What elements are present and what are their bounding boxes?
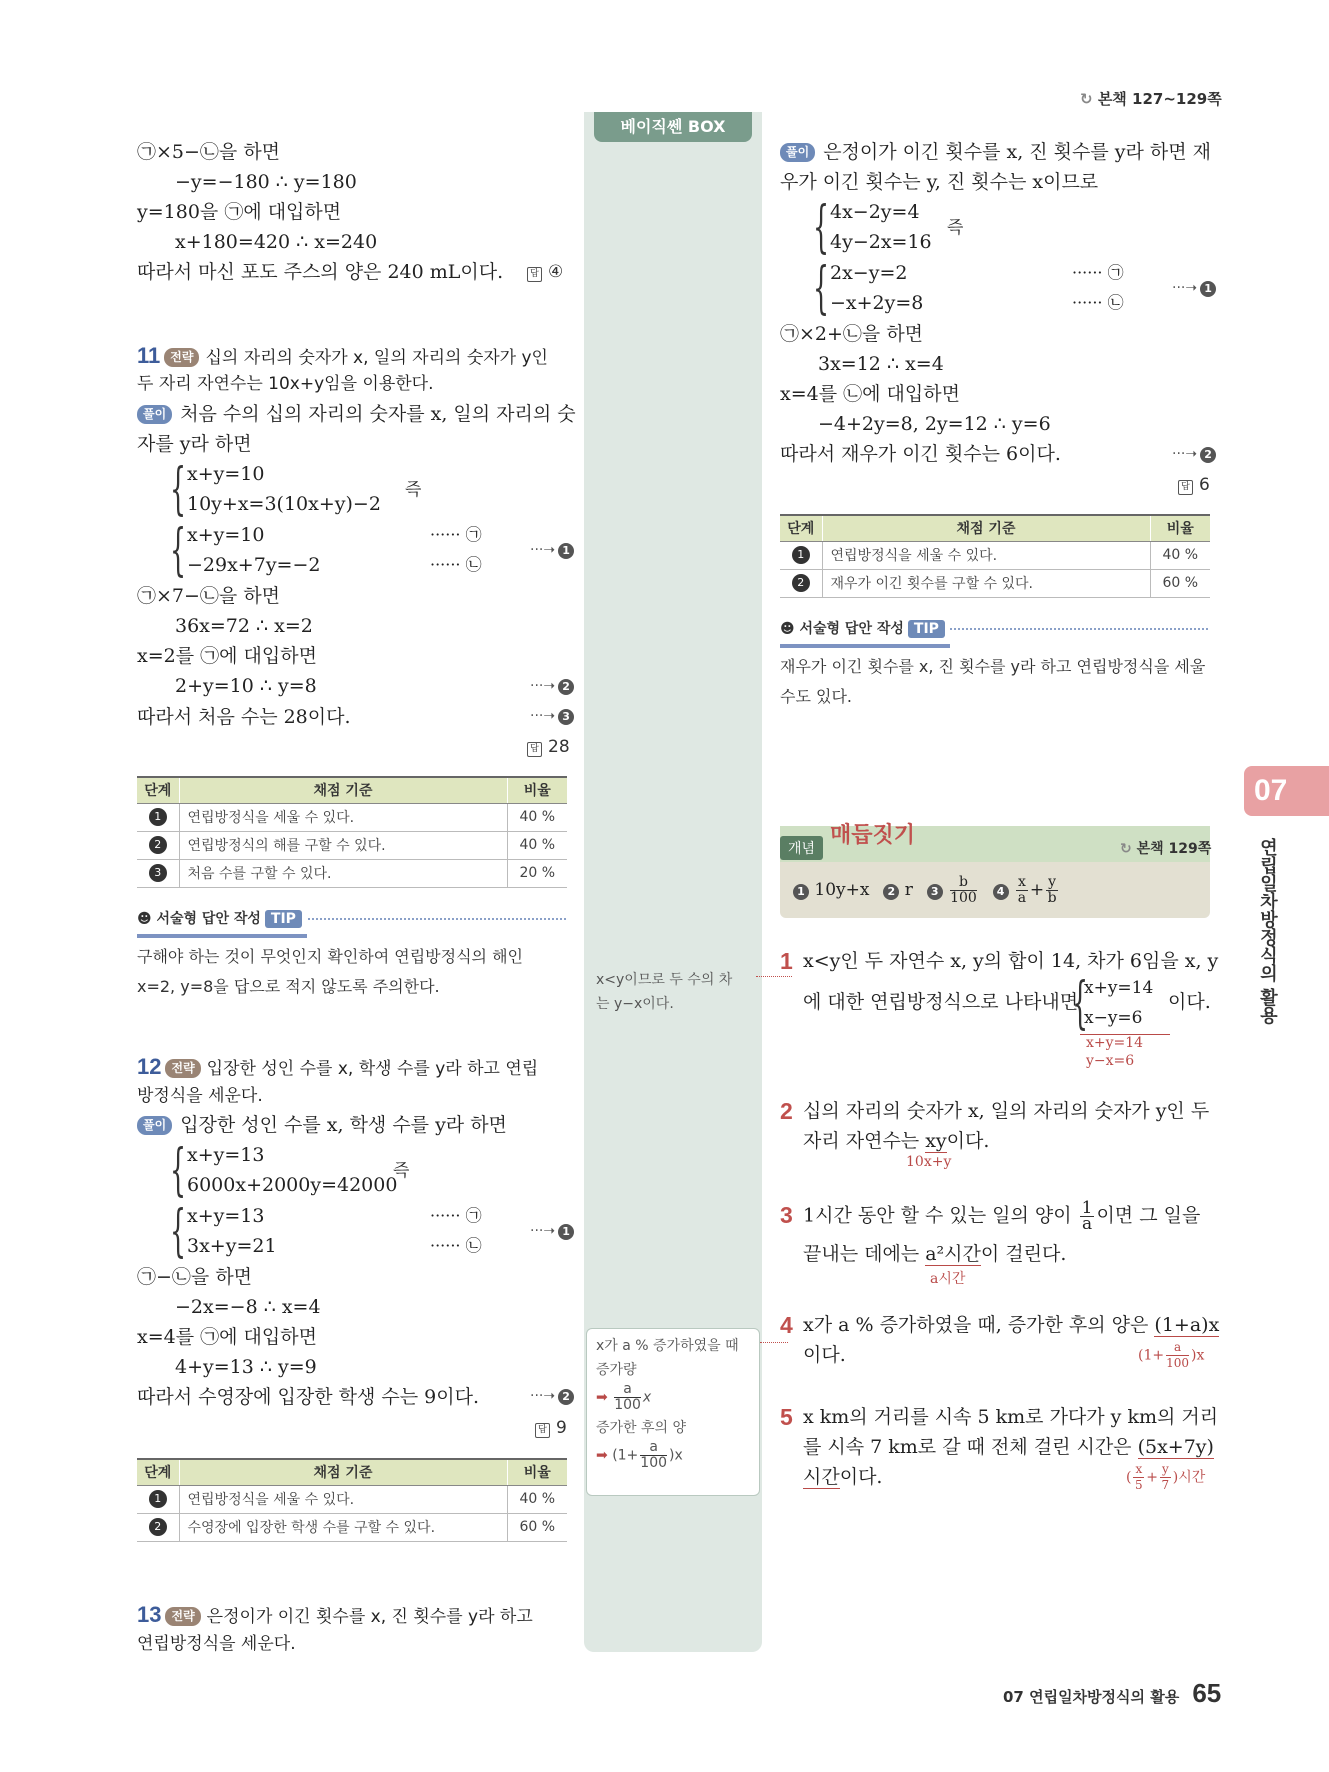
chapter-tab: 07 bbox=[1244, 766, 1329, 816]
text-line: x+180=420 ∴ x=240 bbox=[175, 231, 378, 253]
item-number: 3 bbox=[780, 1202, 793, 1228]
brace: { bbox=[1072, 971, 1089, 1036]
page-ref: ↻ 본책 127~129쪽 bbox=[1080, 90, 1222, 108]
brace: { bbox=[170, 1199, 187, 1264]
step-marker: ···➝ 1 bbox=[530, 1223, 574, 1240]
concept-tag: 개념 bbox=[780, 836, 823, 860]
text-line: y=180을 ㉠에 대입하면 bbox=[137, 201, 342, 223]
concept-title: 매듭짓기 bbox=[830, 823, 916, 848]
table-row: 2 재우가 이긴 횟수를 구할 수 있다. 60 % bbox=[780, 569, 1210, 597]
tip-header: ☻ 서술형 답안 작성 TIP bbox=[780, 618, 945, 638]
step-marker: ···➝ 2 bbox=[530, 1388, 574, 1405]
brace: { bbox=[170, 518, 187, 583]
equation: x+y=13 bbox=[187, 1144, 265, 1166]
tip-bar bbox=[137, 934, 307, 938]
equation: 4y−2x=16 bbox=[830, 231, 932, 253]
equation: 4x−2y=4 bbox=[830, 201, 920, 223]
text-line: 2+y=10 ∴ y=8 bbox=[175, 675, 317, 697]
item-text: 를 시속 7 km로 갈 때 전체 걸린 시간은 (5x+7y) bbox=[803, 1436, 1214, 1458]
answer-icon: 답 bbox=[527, 267, 542, 282]
r-solution: 풀이 은정이가 이긴 횟수를 x, 진 횟수를 y라 하면 재 bbox=[780, 139, 1211, 165]
label-mark: ······ ㉡ bbox=[430, 555, 482, 574]
side-note-2-content: x가 a % 증가하였을 때 증가량 ➡ $\frac{a}{100}$ x 증가한 후의 양 ➡ (1+ $\frac{a}{100}$ )x bbox=[596, 1338, 739, 1471]
text-line: ㉠×7−㉡을 하면 bbox=[137, 585, 281, 607]
basic-box-title: 베이직쎈 BOX bbox=[594, 112, 752, 142]
q12-strategy-2: 방정식을 세운다. bbox=[137, 1086, 263, 1106]
chapter-tab-label: 연립일차방정식의 활용 bbox=[1257, 838, 1278, 1025]
text-line: ㉠−㉡을 하면 bbox=[137, 1266, 253, 1288]
arrow-right-icon: ➡ bbox=[596, 1447, 608, 1464]
table-row: 1 연립방정식을 세울 수 있다. 40 % bbox=[137, 803, 567, 831]
text-line: 3x=12 ∴ x=4 bbox=[818, 353, 944, 375]
table-row: 1 연립방정식을 세울 수 있다. 40 % bbox=[137, 1485, 567, 1513]
item-number: 4 bbox=[780, 1312, 793, 1338]
item-text: 자리 자연수는 xy이다. bbox=[803, 1130, 990, 1152]
jeuk: 즉 bbox=[405, 480, 422, 500]
correction: 10x+y bbox=[906, 1154, 952, 1170]
refresh-icon: ↻ bbox=[1120, 841, 1132, 857]
equation: 2x−y=2 bbox=[830, 262, 908, 284]
correction: x+y=14 y−x=6 bbox=[1086, 1035, 1144, 1069]
concept-ref: ↻ 본책 129쪽 bbox=[1120, 841, 1212, 857]
mascot-icon: ☻ bbox=[780, 621, 795, 637]
step-marker: ···➝ 1 bbox=[530, 542, 574, 559]
step-marker: ···➝ 2 bbox=[1172, 446, 1216, 463]
correction: (1+ $\frac{a}{100}$ )x bbox=[1138, 1340, 1205, 1370]
grading-table-11: 단계 채점 기준 비율 1 연립방정식을 세울 수 있다. 40 % 2 연립방정식의 해를 구할 수 있다. 40 % 3 처음 수를 구할 수 있다. 20 % bbox=[137, 776, 567, 888]
answer-icon: 답 bbox=[1178, 480, 1193, 495]
step-marker: ···➝ 2 bbox=[530, 678, 574, 695]
item-text: 시간이다. bbox=[803, 1466, 883, 1488]
item-text: x km의 거리를 시속 5 km로 가다가 y km의 거리 bbox=[803, 1406, 1219, 1428]
tip-divider bbox=[308, 918, 566, 920]
text-line: 따라서 마신 포도 주스의 양은 240 mL이다. bbox=[137, 261, 504, 283]
answer-mark: 답 ④ bbox=[527, 262, 563, 282]
correction: a시간 bbox=[930, 1271, 966, 1287]
text-line: −2x=−8 ∴ x=4 bbox=[175, 1296, 321, 1318]
grading-table-13: 단계 채점 기준 비율 1 연립방정식을 세울 수 있다. 40 % 2 재우가 이긴 횟수를 구할 수 있다. 60 % bbox=[780, 514, 1210, 598]
item-text: 십의 자리의 숫자가 x, 일의 자리의 숫자가 y인 두 bbox=[803, 1100, 1210, 1122]
brace: { bbox=[813, 256, 830, 321]
answer-mark: 답 9 bbox=[535, 1418, 567, 1438]
q11-solution-2: 자를 y라 하면 bbox=[137, 433, 252, 455]
r-solution-2: 우가 이긴 횟수는 y, 진 횟수는 x이므로 bbox=[780, 171, 1099, 193]
q12-solution: 풀이 입장한 성인 수를 x, 학생 수를 y라 하면 bbox=[137, 1112, 507, 1138]
answer-mark: 답 28 bbox=[527, 737, 570, 757]
q13-strategy-2: 연립방정식을 세운다. bbox=[137, 1634, 296, 1654]
item-text: 이다. bbox=[803, 1344, 846, 1366]
item-text: x가 a % 증가하였을 때, 증가한 후의 양은 (1+a)x bbox=[803, 1314, 1220, 1336]
q13-strategy: 13 전략 은정이가 이긴 횟수를 x, 진 횟수를 y라 하고 bbox=[137, 1602, 533, 1627]
side-note-1: x<y이므로 두 수의 차 는 y−x이다. bbox=[596, 972, 733, 1012]
equation: 6000x+2000y=42000 bbox=[187, 1174, 398, 1196]
answer-icon: 답 bbox=[535, 1423, 550, 1438]
jeuk: 즉 bbox=[393, 1161, 410, 1181]
label-mark: ······ ㉠ bbox=[1072, 263, 1124, 282]
footer-chapter: 07 연립일차방정식의 활용 bbox=[1003, 1688, 1180, 1706]
equation: x+y=10 bbox=[187, 463, 265, 485]
text-line: 따라서 재우가 이긴 횟수는 6이다. bbox=[780, 443, 1061, 465]
equation: −x+2y=8 bbox=[830, 292, 924, 314]
text-line: x=4를 ㉠에 대입하면 bbox=[137, 1326, 317, 1348]
q11-strategy: 11 전략 십의 자리의 숫자가 x, 일의 자리의 숫자가 y인 bbox=[137, 343, 548, 368]
text-line: 4+y=13 ∴ y=9 bbox=[175, 1356, 317, 1378]
q11-solution: 풀이 처음 수의 십의 자리의 숫자를 x, 일의 자리의 숫 bbox=[137, 401, 576, 427]
equation: x+y=10 bbox=[187, 524, 265, 546]
text-line: x=2를 ㉠에 대입하면 bbox=[137, 645, 317, 667]
label-mark: ······ ㉡ bbox=[1072, 293, 1124, 312]
table-row: 3 처음 수를 구할 수 있다. 20 % bbox=[137, 859, 567, 887]
q11-strategy-2: 두 자리 자연수는 10x+y임을 이용한다. bbox=[137, 374, 434, 394]
equation: x+y=13 bbox=[187, 1205, 265, 1227]
answer-mark: 답 6 bbox=[1178, 475, 1210, 495]
mascot-icon: ☻ bbox=[137, 911, 152, 927]
item-text: 에 대한 연립방정식으로 나타내면 bbox=[803, 991, 1079, 1013]
table-row: 2 수영장에 입장한 학생 수를 구할 수 있다. 60 % bbox=[137, 1513, 567, 1541]
table-row: 1 연립방정식을 세울 수 있다. 40 % bbox=[780, 541, 1210, 569]
brace: { bbox=[813, 195, 830, 260]
item-number: 2 bbox=[780, 1098, 793, 1124]
grading-table-12: 단계 채점 기준 비율 1 연립방정식을 세울 수 있다. 40 % 2 수영장에 입장한 학생 수를 구할 수 있다. 60 % bbox=[137, 1458, 567, 1542]
side-note-1-pointer bbox=[756, 976, 792, 977]
correction: ( $\frac{x}{5}$ + $\frac{y}{7}$ )시간 bbox=[1126, 1462, 1206, 1492]
table-row: 2 연립방정식의 해를 구할 수 있다. 40 % bbox=[137, 831, 567, 859]
item-text: x<y인 두 자연수 x, y의 합이 14, 차가 6임을 x, y bbox=[803, 950, 1219, 972]
step-marker: ···➝ 3 bbox=[530, 708, 574, 725]
text-line: ㉠×2+㉡을 하면 bbox=[780, 323, 924, 345]
label-mark: ······ ㉠ bbox=[430, 1206, 482, 1225]
equation: 3x+y=21 bbox=[187, 1235, 277, 1257]
equation: 10y+x=3(10x+y)−2 bbox=[187, 493, 381, 515]
answer-icon: 답 bbox=[527, 742, 542, 757]
concept-answers: 1 10y+x 2 r 3 $\frac{b}{100}$ 4 $\frac{x}{a}$ + $\frac{y}{b}$ bbox=[790, 872, 1060, 909]
footer bbox=[1003, 1678, 1221, 1709]
tip-text: 재우가 이긴 횟수를 x, 진 횟수를 y라 하고 연립방정식을 세울 수도 있다. bbox=[780, 657, 1206, 706]
text-line: 따라서 처음 수는 28이다. bbox=[137, 706, 351, 728]
text-line: −4+2y=8, 2y=12 ∴ y=6 bbox=[818, 413, 1051, 435]
equation: x−y=6 bbox=[1084, 1008, 1143, 1028]
tip-bar bbox=[780, 644, 950, 648]
item-text: 1시간 동안 할 수 있는 일의 양이 $\frac{1}{a}$ 이면 그 일을 bbox=[803, 1198, 1201, 1234]
text-line: 따라서 수영장에 입장한 학생 수는 9이다. bbox=[137, 1386, 479, 1408]
tip-divider bbox=[950, 628, 1208, 630]
equation: x+y=14 bbox=[1084, 978, 1154, 998]
text-line: −y=−180 ∴ y=180 bbox=[175, 171, 357, 193]
page-number: 65 bbox=[1192, 1678, 1222, 1708]
q12-strategy: 12 전략 입장한 성인 수를 x, 학생 수를 y라 하고 연립 bbox=[137, 1054, 539, 1079]
jeuk: 즉 bbox=[947, 218, 964, 238]
brace: { bbox=[170, 457, 187, 522]
item-number: 1 bbox=[780, 948, 793, 974]
label-mark: ······ ㉠ bbox=[430, 525, 482, 544]
item-text: 끝내는 데에는 a²시간이 걸린다. bbox=[803, 1243, 1067, 1265]
brace: { bbox=[170, 1138, 187, 1203]
side-note-2-pointer bbox=[760, 1342, 788, 1343]
step-marker: ···➝ 1 bbox=[1172, 280, 1216, 297]
label-mark: ······ ㉡ bbox=[430, 1236, 482, 1255]
tip-header: ☻ 서술형 답안 작성 TIP bbox=[137, 908, 302, 928]
text-line: x=4를 ㉡에 대입하면 bbox=[780, 383, 960, 405]
item-text: 이다. bbox=[1168, 991, 1211, 1013]
tip-text: 구해야 하는 것이 무엇인지 확인하여 연립방정식의 해인 x=2, y=8을 답으로 적지 않도록 주의한다. bbox=[137, 947, 524, 996]
text-line: ㉠×5−㉡을 하면 bbox=[137, 141, 281, 163]
refresh-icon: ↻ bbox=[1080, 90, 1093, 108]
arrow-right-icon: ➡ bbox=[596, 1389, 608, 1406]
text-line: 36x=72 ∴ x=2 bbox=[175, 615, 313, 637]
equation: −29x+7y=−2 bbox=[187, 554, 321, 576]
item-number: 5 bbox=[780, 1404, 793, 1430]
